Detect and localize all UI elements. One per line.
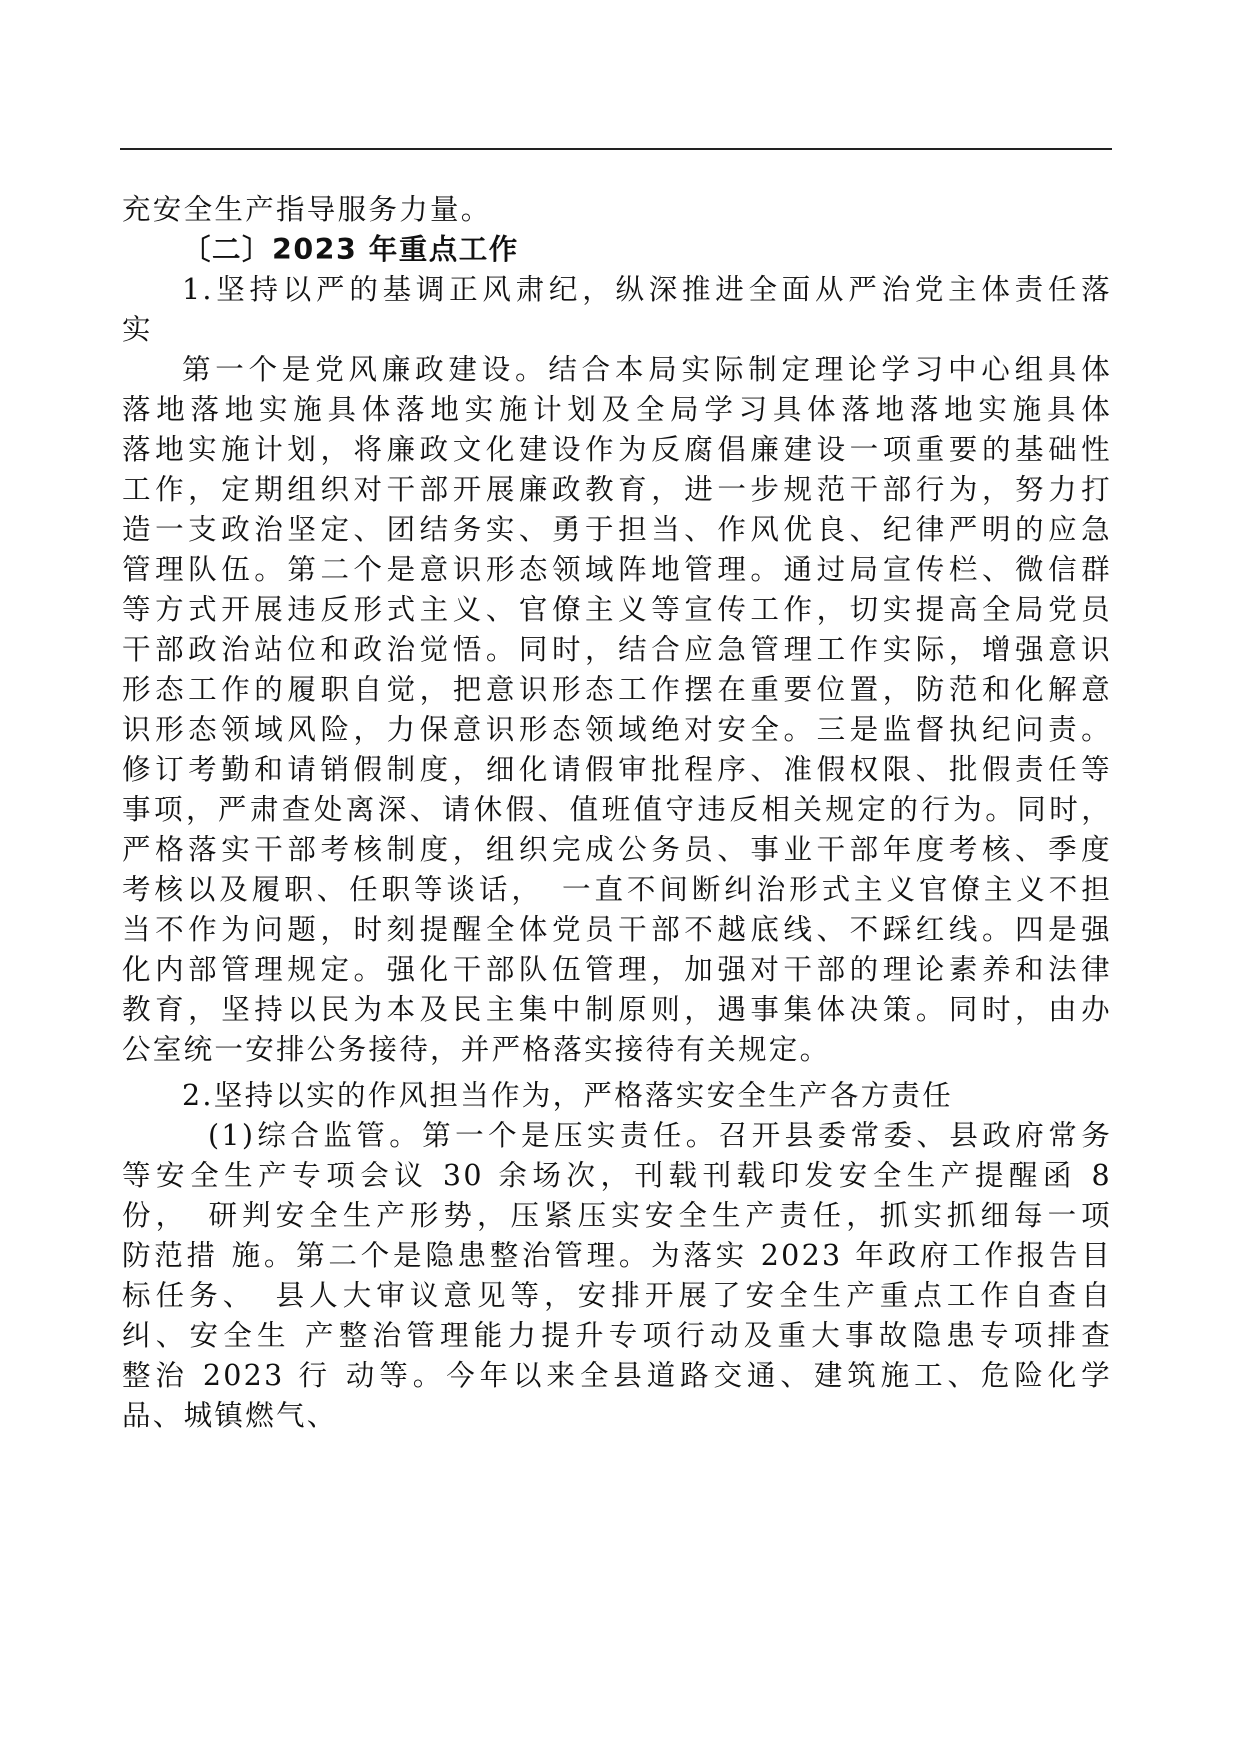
text-line: 形态工作的履职自觉，把意识形态工作摆在重要位置，防范和化解意	[122, 673, 1112, 706]
text-line: 工作，定期组织对干部开展廉政教育，进一步规范干部行为，努力打	[122, 473, 1112, 506]
subsection-heading: 1.坚持以严的基调正风肃纪，纵深推进全面从严治党主体责任落	[182, 273, 1112, 306]
paragraph-start: 第一个是党风廉政建设。结合本局实际制定理论学习中心组具体	[182, 353, 1112, 386]
text-line: 修订考勤和请销假制度，细化请假审批程序、准假权限、批假责任等	[122, 753, 1112, 786]
text-line: 实	[122, 313, 153, 346]
text-line: 当不作为问题，时刻提醒全体党员干部不越底线、不踩红线。四是强	[122, 913, 1112, 946]
text-line: 严格落实干部考核制度，组织完成公务员、事业干部年度考核、季度	[122, 833, 1112, 866]
text-line: 识形态领域风险，力保意识形态领域绝对安全。三是监督执纪问责。	[122, 713, 1112, 746]
text-line: 等方式开展违反形式主义、官僚主义等宣传工作，切实提高全局党员	[122, 593, 1112, 626]
text-line: 化内部管理规定。强化干部队伍管理，加强对干部的理论素养和法律	[122, 953, 1112, 986]
text-line: 教育，坚持以民为本及民主集中制原则，遇事集体决策。同时，由办	[122, 993, 1112, 1026]
text-line: 公室统一安排公务接待，并严格落实接待有关规定。	[122, 1033, 831, 1066]
header-rule	[120, 148, 1112, 150]
text-line: 落地实施计划，将廉政文化建设作为反腐倡廉建设一项重要的基础性	[122, 433, 1112, 466]
text-line: 干部政治站位和政治觉悟。同时，结合应急管理工作实际，增强意识	[122, 633, 1112, 666]
text-line: 整治 2023 行 动等。今年以来全县道路交通、建筑施工、危险化学	[122, 1359, 1112, 1392]
subsection-heading: 2.坚持以实的作风担当作为，严格落实安全生产各方责任	[182, 1079, 953, 1112]
document-body	[122, 190, 1112, 1436]
text-line: 防范措 施。第二个是隐患整治管理。为落实 2023 年政府工作报告目	[122, 1239, 1112, 1272]
text-line: 充安全生产指导服务力量。	[122, 193, 492, 226]
text-line: 份， 研判安全生产形势，压紧压实安全生产责任，抓实抓细每一项	[122, 1199, 1112, 1232]
text-line: 标任务、 县人大审议意见等，安排开展了安全生产重点工作自查自	[122, 1279, 1112, 1312]
text-line: 纠、安全生 产整治管理能力提升专项行动及重大事故隐患专项排查	[122, 1319, 1112, 1352]
text-line: 事项，严肃查处离深、请休假、值班值守违反相关规定的行为。同时，	[122, 793, 1112, 826]
text-line: 考核以及履职、任职等谈话， 一直不间断纠治形式主义官僚主义不担	[122, 873, 1112, 906]
text-line: 落地落地实施具体落地实施计划及全局学习具体落地落地实施具体	[122, 393, 1112, 426]
text-line: 品、城镇燃气、	[122, 1399, 338, 1432]
text-line: 造一支政治坚定、团结务实、勇于担当、作风优良、纪律严明的应急	[122, 513, 1112, 546]
text-line: 管理队伍。第二个是意识形态领域阵地管理。通过局宣传栏、微信群	[122, 553, 1112, 586]
section-heading: 〔二〕2023 年重点工作	[182, 233, 519, 266]
paragraph-start: (1)综合监管。第一个是压实责任。召开县委常委、县政府常务	[208, 1119, 1112, 1152]
text-line: 等安全生产专项会议 30 余场次，刊载刊载印发安全生产提醒函 8	[122, 1159, 1112, 1192]
